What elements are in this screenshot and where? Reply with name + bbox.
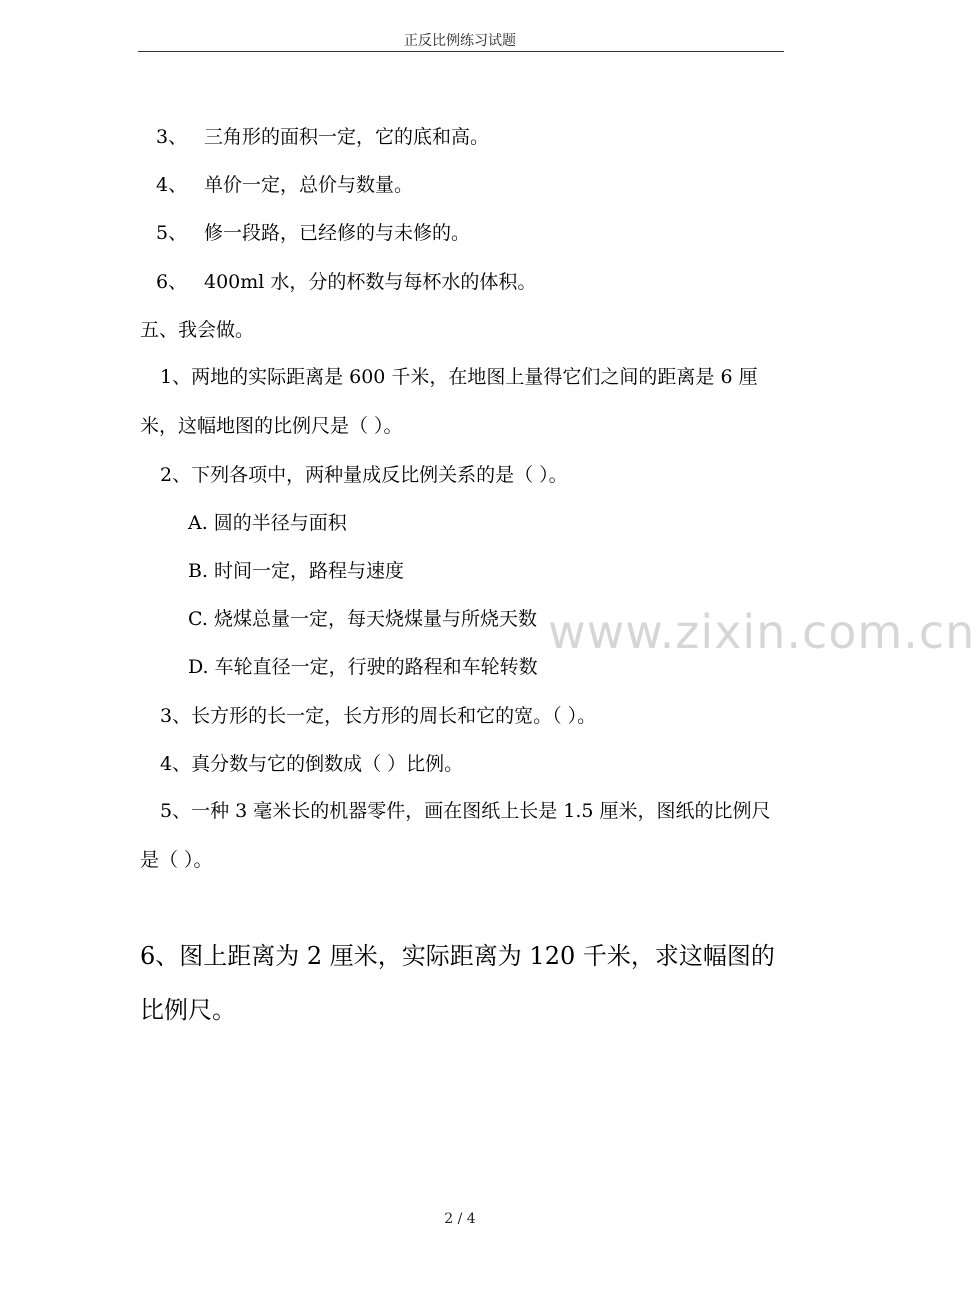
judge-item-5 — [156, 220, 470, 246]
item-number: 3、 — [156, 126, 188, 148]
item-text: 三角形的面积一定，它的底和高。 — [204, 126, 490, 148]
judge-item-4 — [156, 172, 413, 198]
question-2: 2、下列各项中，两种量成反比例关系的是（ ）。 — [160, 464, 568, 486]
item-number: 5、 — [156, 222, 188, 244]
question-5: 5、一种 3 毫米长的机器零件，画在图纸上长是 1.5 厘米，图纸的比例尺是（ ）。 — [140, 800, 771, 871]
question-2-option-a: A. 圆的半径与面积 — [188, 512, 347, 534]
question-3: 3、长方形的长一定，长方形的周长和它的宽。（ ）。 — [160, 705, 597, 727]
item-text: 400ml 水，分的杯数与每杯水的体积。 — [204, 271, 537, 293]
item-number: 6、 — [156, 271, 188, 293]
item-text: 单价一定，总价与数量。 — [204, 174, 414, 196]
question-6: 6、图上距离为 2 厘米，实际距离为 120 千米，求这幅图的比例尺。 — [140, 942, 775, 1024]
page-header-title: 正反比例练习试题 — [404, 33, 516, 49]
question-2-option-b: B. 时间一定，路程与速度 — [188, 560, 405, 582]
watermark: www.zixin.com.cn — [548, 605, 975, 659]
section-title: 五、我会做。 — [140, 319, 255, 341]
question-1: 1、两地的实际距离是 600 千米，在地图上量得它们之间的距离是 6 厘米，这幅地图的比例尺是（ ）。 — [140, 366, 758, 437]
item-number: 4、 — [156, 174, 188, 196]
page-number: 2 / 4 — [444, 1211, 476, 1227]
question-4: 4、真分数与它的倒数成（ ）比例。 — [160, 753, 464, 775]
question-2-option-d: D. 车轮直径一定，行驶的路程和车轮转数 — [188, 656, 538, 678]
judge-item-6 — [156, 269, 536, 295]
header-divider — [138, 51, 784, 52]
question-2-option-c: C. 烧煤总量一定，每天烧煤量与所烧天数 — [188, 608, 537, 630]
judge-item-3 — [156, 124, 489, 150]
item-text: 修一段路，已经修的与未修的。 — [204, 222, 471, 244]
